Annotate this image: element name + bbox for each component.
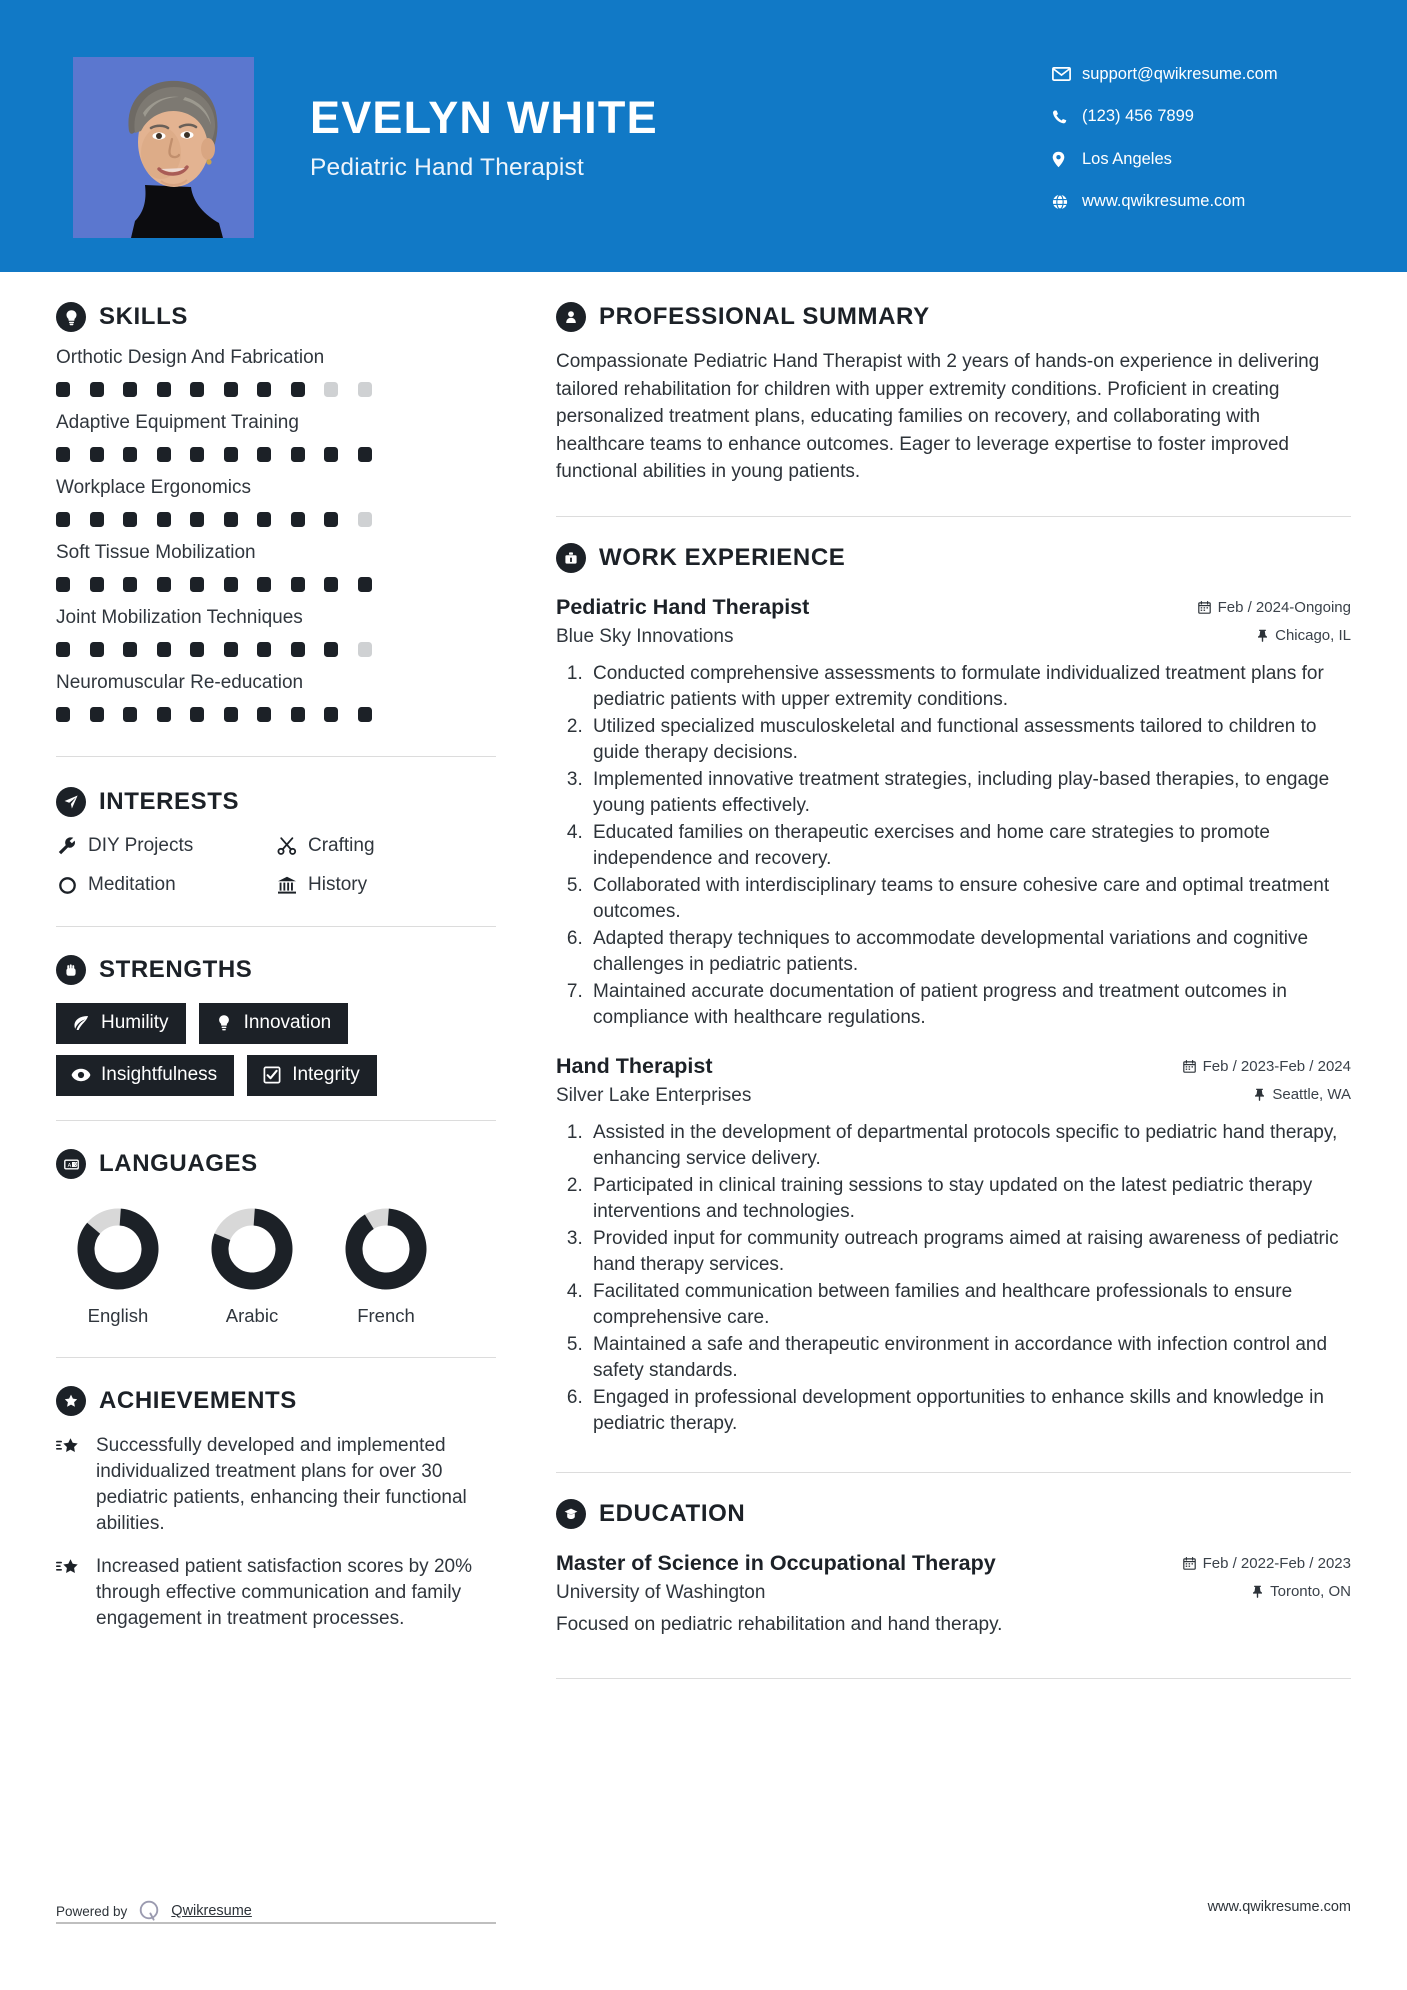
work-location-text: Chicago, IL xyxy=(1275,626,1351,644)
section-work-experience xyxy=(556,543,1351,1438)
skill-dot-filled xyxy=(257,447,271,462)
skill-dot-empty xyxy=(358,382,372,397)
footer-brand xyxy=(56,1898,496,1924)
section-header-languages xyxy=(56,1149,496,1179)
skill-dot-empty xyxy=(358,642,372,657)
work-bullet: 1. Assisted in the development of departmental protocols specific to pediatric hand therapy, enhancing service delivery. xyxy=(588,1120,1351,1173)
skill-dot-filled xyxy=(358,577,372,592)
skill-dot-filled xyxy=(56,447,70,462)
section-education xyxy=(556,1499,1351,1636)
work-bullet: 5. Maintained a safe and therapeutic environment in accordance with infection control and safety standards. xyxy=(588,1332,1351,1385)
qwikresume-logo-icon xyxy=(136,1898,162,1924)
skill-dot-filled xyxy=(90,577,104,592)
phone-icon xyxy=(1052,108,1078,126)
skill-dot-filled xyxy=(123,707,137,722)
right-column xyxy=(556,302,1351,1679)
skill-dot-filled xyxy=(291,577,305,592)
left-column xyxy=(56,302,496,1632)
section-title-achievements: ACHIEVEMENTS xyxy=(99,1387,297,1414)
contact-item-location[interactable] xyxy=(1052,138,1352,181)
skill-dot-filled xyxy=(90,707,104,722)
work-bullet-list xyxy=(556,1120,1351,1438)
section-header-work xyxy=(556,543,1351,573)
section-skills xyxy=(56,302,496,722)
section-header-strengths xyxy=(56,955,496,985)
section-languages xyxy=(56,1149,496,1327)
skill-dot-filled xyxy=(157,707,171,722)
contact-email-text: support@qwikresume.com xyxy=(1082,64,1278,83)
work-entry xyxy=(556,595,1351,1032)
section-interests xyxy=(56,787,496,896)
person-icon xyxy=(556,302,586,332)
education-school: University of Washington xyxy=(556,1581,766,1603)
shooting-star-icon xyxy=(56,1433,82,1537)
skill-dot-filled xyxy=(157,447,171,462)
interest-item xyxy=(56,835,276,857)
skill-name: Workplace Ergonomics xyxy=(56,477,252,498)
skill-dot-filled xyxy=(257,577,271,592)
section-title-work: WORK EXPERIENCE xyxy=(599,543,846,571)
portrait-photo xyxy=(73,57,254,238)
section-header-interests xyxy=(56,787,496,817)
fist-icon xyxy=(56,955,86,985)
skill-dot-filled xyxy=(56,512,70,527)
calendar-icon xyxy=(1198,601,1211,614)
skill-dot-filled xyxy=(123,512,137,527)
skill-dot-filled xyxy=(324,577,338,592)
interest-item xyxy=(276,835,496,857)
contact-location-text: Los Angeles xyxy=(1082,149,1172,168)
strength-chip xyxy=(56,1055,234,1096)
interest-item xyxy=(56,874,276,896)
skill-dot-filled xyxy=(157,512,171,527)
achievement-text: Increased patient satisfaction scores by 20% through effective communication and family engagement in treatment processes. xyxy=(96,1556,472,1629)
work-bullet: 3. Implemented innovative treatment strategies, including play-based therapies, to engage young patients effectively. xyxy=(588,767,1351,820)
achievement-text: Successfully developed and implemented individualized treatment plans for over 30 pediatric patients, enhancing their functional abilities. xyxy=(96,1435,467,1534)
section-title-education: EDUCATION xyxy=(599,1499,746,1527)
divider xyxy=(556,1472,1351,1473)
divider xyxy=(556,1678,1351,1679)
footer-website[interactable]: www.qwikresume.com xyxy=(1207,1899,1351,1915)
section-header-education xyxy=(556,1499,1351,1529)
work-bullet: 5. Collaborated with interdisciplinary teams to ensure cohesive care and optimal treatment outcomes. xyxy=(588,873,1351,926)
skill-dot-empty xyxy=(358,512,372,527)
work-entry xyxy=(556,1054,1351,1438)
language-donut-chart xyxy=(208,1205,296,1293)
skill-dot-filled xyxy=(291,707,305,722)
skill-dot-filled xyxy=(157,577,171,592)
skill-dot-filled xyxy=(190,512,204,527)
work-bullet: 6. Engaged in professional development opportunities to enhance skills and knowledge in pediatric therapy. xyxy=(588,1385,1351,1438)
work-dates-text: Feb / 2024-Ongoing xyxy=(1217,598,1351,616)
skill-dot-filled xyxy=(56,577,70,592)
footer-rule xyxy=(56,1922,496,1924)
strength-chip xyxy=(199,1003,349,1044)
lightbulb-icon xyxy=(56,302,86,332)
skill-dot-filled xyxy=(157,642,171,657)
wrench-icon xyxy=(56,835,78,857)
skills-list xyxy=(56,347,496,722)
calendar-icon xyxy=(1183,1557,1196,1570)
translate-icon xyxy=(56,1149,86,1179)
work-location-text: Seattle, WA xyxy=(1272,1085,1351,1103)
skill-dot-filled xyxy=(56,642,70,657)
work-entry-subheader xyxy=(556,626,1351,648)
contact-website-text: www.qwikresume.com xyxy=(1082,192,1246,211)
work-dates xyxy=(1198,599,1351,616)
map-pin-icon xyxy=(1052,150,1078,168)
work-bullet: 6. Adapted therapy techniques to accommodate developmental variations and cognitive challenges in pediatric patients. xyxy=(588,926,1351,979)
svg-text:A: A xyxy=(67,1162,71,1169)
language-donut-chart xyxy=(74,1205,162,1293)
education-dates xyxy=(1183,1555,1351,1572)
skill-dot-filled xyxy=(123,642,137,657)
strength-label: Insightfulness xyxy=(101,1064,218,1085)
language-donut-chart xyxy=(342,1205,430,1293)
education-location xyxy=(1252,1583,1351,1600)
skill-dot-filled xyxy=(190,382,204,397)
work-bullet: 4. Facilitated communication between families and healthcare professionals to ensure comprehensive care. xyxy=(588,1279,1351,1332)
interest-label: History xyxy=(308,874,368,895)
language-item xyxy=(204,1205,300,1327)
job-role-subtitle: Pediatric Hand Therapist xyxy=(310,154,584,181)
skill-dot-filled xyxy=(90,447,104,462)
skill-dot-filled xyxy=(90,382,104,397)
work-entry-header xyxy=(556,595,1351,620)
skill-dot-filled xyxy=(56,707,70,722)
education-degree: Master of Science in Occupational Therapy xyxy=(556,1550,996,1575)
language-label: French xyxy=(357,1305,415,1326)
skill-dot-filled xyxy=(224,577,238,592)
avatar xyxy=(73,57,254,238)
paper-plane-icon xyxy=(56,787,86,817)
strength-row xyxy=(56,1055,496,1096)
interest-label: Meditation xyxy=(88,874,176,895)
skill-dot-filled xyxy=(358,707,372,722)
contact-list xyxy=(1052,53,1352,223)
skill-dot-filled xyxy=(123,382,137,397)
footer-powered-by-label: Powered by xyxy=(56,1903,128,1919)
skill-dot-filled xyxy=(157,382,171,397)
skill-rating xyxy=(56,642,496,657)
work-company: Silver Lake Enterprises xyxy=(556,1084,752,1106)
languages-list xyxy=(56,1205,496,1327)
education-entries xyxy=(556,1551,1351,1636)
work-location xyxy=(1254,1086,1351,1103)
skill-dot-filled xyxy=(224,447,238,462)
skill-item xyxy=(56,477,496,527)
interest-label: DIY Projects xyxy=(88,835,194,856)
skill-name: Orthotic Design And Fabrication xyxy=(56,347,325,368)
interest-item xyxy=(276,874,496,896)
language-item xyxy=(70,1205,166,1327)
leaf-icon xyxy=(71,1013,91,1033)
contact-item-email[interactable] xyxy=(1052,53,1352,96)
summary-text: Compassionate Pediatric Hand Therapist with 2 years of hands-on experience in delivering tailored rehabilitation for children with upper extremity conditions. Proficient in creating personalized treatment plans, educating families on recovery, and collaborating with healthcare teams to enhance outcomes. Eager to leverage expertise to foster improved functional abilities in young patients. xyxy=(556,351,1320,482)
circle-icon xyxy=(56,874,78,896)
skill-rating xyxy=(56,382,496,397)
work-bullet: 1. Conducted comprehensive assessments to formulate individualized treatment plans for pediatric patients with upper extremity conditions. xyxy=(588,661,1351,714)
strength-chip xyxy=(247,1055,377,1096)
work-job-title: Hand Therapist xyxy=(556,1053,713,1078)
work-entry-subheader xyxy=(556,1085,1351,1107)
contact-item-phone[interactable] xyxy=(1052,96,1352,139)
footer-brand-name[interactable]: Qwikresume xyxy=(171,1903,252,1919)
skill-name: Neuromuscular Re-education xyxy=(56,672,304,693)
skill-dot-filled xyxy=(324,642,338,657)
strength-chip xyxy=(56,1003,186,1044)
skill-dot-filled xyxy=(90,512,104,527)
skill-dot-filled xyxy=(291,382,305,397)
skill-item xyxy=(56,607,496,657)
education-dates-text: Feb / 2022-Feb / 2023 xyxy=(1202,1554,1351,1572)
skill-rating xyxy=(56,447,496,462)
skill-dot-filled xyxy=(324,447,338,462)
skill-dot-filled xyxy=(257,642,271,657)
education-entry-header xyxy=(556,1551,1351,1576)
work-entry-header xyxy=(556,1054,1351,1079)
skill-name: Joint Mobilization Techniques xyxy=(56,607,303,628)
graduation-icon xyxy=(556,1499,586,1529)
skill-dot-filled xyxy=(90,642,104,657)
check-square-icon xyxy=(262,1065,282,1085)
achievement-item xyxy=(56,1433,496,1537)
divider xyxy=(56,926,496,927)
strength-label: Humility xyxy=(101,1012,169,1033)
page-title: EVELYN WHITE xyxy=(310,92,658,143)
interests-list xyxy=(56,835,496,896)
skill-rating xyxy=(56,707,496,722)
education-note: Focused on pediatric rehabilitation and hand therapy. xyxy=(556,1613,1003,1635)
skill-rating xyxy=(56,577,496,592)
section-title-skills: SKILLS xyxy=(99,303,188,330)
skill-rating xyxy=(56,512,496,527)
skill-dot-filled xyxy=(123,447,137,462)
skill-dot-filled xyxy=(190,642,204,657)
work-bullet: 2. Participated in clinical training sessions to stay updated on the latest pediatric therapy interventions and technologies. xyxy=(588,1173,1351,1226)
skill-dot-filled xyxy=(257,512,271,527)
skill-dot-filled xyxy=(291,642,305,657)
skill-dot-filled xyxy=(291,447,305,462)
section-strengths xyxy=(56,955,496,1096)
strength-row xyxy=(56,1003,496,1044)
divider xyxy=(56,1357,496,1358)
skill-dot-empty xyxy=(324,382,338,397)
education-entry-subheader xyxy=(556,1582,1351,1604)
bank-icon xyxy=(276,874,298,896)
section-summary xyxy=(556,302,1351,486)
skill-dot-filled xyxy=(324,707,338,722)
section-title-summary: PROFESSIONAL SUMMARY xyxy=(599,303,930,330)
language-label: Arabic xyxy=(225,1305,279,1326)
section-title-interests: INTERESTS xyxy=(99,788,240,815)
achievements-list xyxy=(56,1433,496,1632)
skill-dot-filled xyxy=(324,512,338,527)
divider xyxy=(56,756,496,757)
skill-dot-filled xyxy=(56,382,70,397)
strengths-list xyxy=(56,1003,496,1096)
eye-icon xyxy=(71,1065,91,1085)
skill-item xyxy=(56,672,496,722)
shooting-star-icon xyxy=(56,1554,82,1632)
skill-item xyxy=(56,347,496,397)
section-header-achievements xyxy=(56,1386,496,1416)
work-bullet-list xyxy=(556,661,1351,1032)
language-item xyxy=(338,1205,434,1327)
strength-label: Innovation xyxy=(243,1012,332,1033)
work-bullet: 2. Utilized specialized musculoskeletal and functional assessments tailored to children to guide therapy decisions. xyxy=(588,714,1351,767)
strength-label: Integrity xyxy=(292,1064,360,1085)
skill-dot-filled xyxy=(123,577,137,592)
skill-dot-filled xyxy=(257,382,271,397)
achievement-item xyxy=(56,1554,496,1632)
contact-item-website[interactable] xyxy=(1052,181,1352,224)
work-dates-text: Feb / 2023-Feb / 2024 xyxy=(1202,1057,1351,1075)
pin-icon xyxy=(1252,1585,1263,1598)
section-title-languages: LANGUAGES xyxy=(99,1150,258,1177)
section-title-strengths: STRENGTHS xyxy=(99,956,253,983)
pin-icon xyxy=(1257,629,1268,642)
skill-dot-filled xyxy=(224,707,238,722)
education-entry xyxy=(556,1551,1351,1636)
skill-name: Soft Tissue Mobilization xyxy=(56,542,256,563)
svg-text:文: 文 xyxy=(72,1161,78,1168)
briefcase-icon xyxy=(556,543,586,573)
section-achievements xyxy=(56,1386,496,1632)
skill-item xyxy=(56,412,496,462)
calendar-icon xyxy=(1183,1060,1196,1073)
work-bullet: 7. Maintained accurate documentation of patient progress and treatment outcomes in compliance with healthcare regulations. xyxy=(588,979,1351,1032)
resume-header xyxy=(0,0,1407,272)
section-header-skills xyxy=(56,302,496,332)
skill-dot-filled xyxy=(190,707,204,722)
star-badge-icon xyxy=(56,1386,86,1416)
work-bullet: 3. Provided input for community outreach programs aimed at raising awareness of pediatric hand therapy services. xyxy=(588,1226,1351,1279)
section-header-summary xyxy=(556,302,1351,332)
identity-block xyxy=(310,92,658,182)
skill-dot-filled xyxy=(190,447,204,462)
work-entries xyxy=(556,595,1351,1438)
skill-dot-filled xyxy=(257,707,271,722)
skill-dot-filled xyxy=(190,577,204,592)
envelope-icon xyxy=(1052,65,1078,83)
divider xyxy=(56,1120,496,1121)
pin-icon xyxy=(1254,1088,1265,1101)
interest-label: Crafting xyxy=(308,835,375,856)
language-label: English xyxy=(87,1305,149,1326)
skill-name: Adaptive Equipment Training xyxy=(56,412,299,433)
globe-icon xyxy=(1052,193,1078,211)
divider xyxy=(556,516,1351,517)
work-location xyxy=(1257,627,1351,644)
work-job-title: Pediatric Hand Therapist xyxy=(556,594,810,619)
work-bullet: 4. Educated families on therapeutic exercises and home care strategies to promote independence and recovery. xyxy=(588,820,1351,873)
work-company: Blue Sky Innovations xyxy=(556,625,734,647)
skill-item xyxy=(56,542,496,592)
bulb-icon xyxy=(214,1013,234,1033)
work-dates xyxy=(1183,1058,1351,1075)
skill-dot-filled xyxy=(224,382,238,397)
skill-dot-filled xyxy=(358,447,372,462)
contact-phone-text: (123) 456 7899 xyxy=(1082,107,1194,126)
scissors-icon xyxy=(276,835,298,857)
skill-dot-filled xyxy=(224,642,238,657)
skill-dot-filled xyxy=(224,512,238,527)
education-location-text: Toronto, ON xyxy=(1270,1582,1351,1600)
skill-dot-filled xyxy=(291,512,305,527)
